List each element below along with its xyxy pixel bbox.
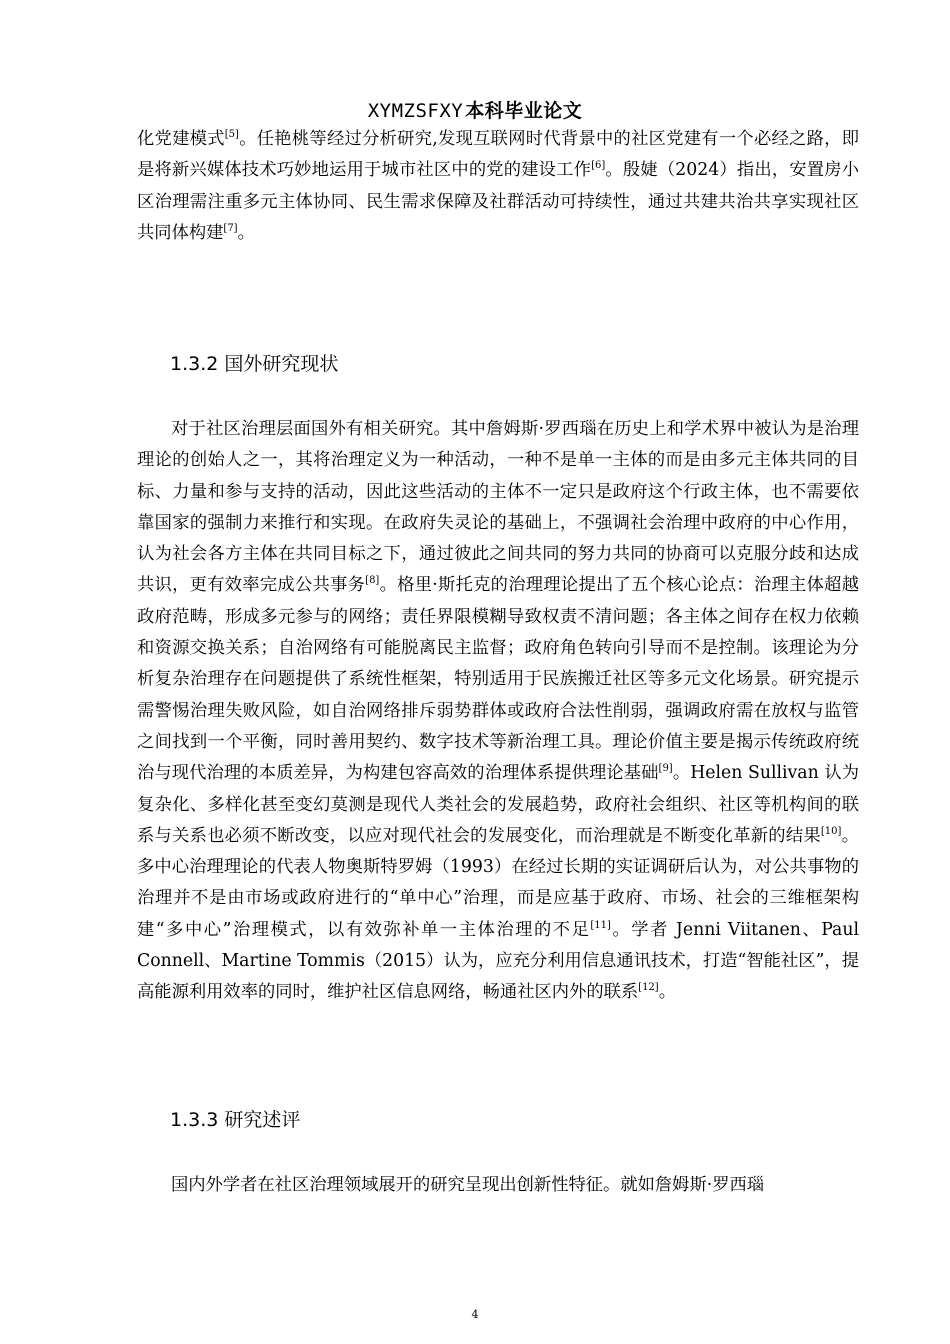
text-run: 化党建模式 (137, 129, 225, 149)
citation-ref: [6] (591, 160, 606, 172)
paragraph-research-review: 国内外学者在社区治理领域展开的研究呈现出创新性特征。就如詹姆斯·罗西瑙 (171, 1175, 765, 1195)
citation-ref: [7] (223, 223, 238, 235)
citation-ref: [10] (820, 826, 842, 838)
citation-ref: [5] (224, 129, 239, 141)
page-header (0, 96, 950, 123)
section-heading-1-3-3: 1.3.3 研究述评 (170, 1109, 301, 1131)
text-run: 。学者 Jenni Viitanen、Paul Connell、Martine Tommis（2015）认为，应充分利用信息通讯技术，打造“智能社区”，提高能源利用效率的同时，维护社区信息网络，畅通社区内外的联系 (137, 919, 860, 1003)
header-title: 本科毕业论文 (465, 100, 583, 122)
paragraph-foreign-research (137, 414, 859, 1009)
text-run: 。任艳桃等经过分析研究,发现互联网时代背景中的社区党建有一个必经之路，即是将新兴媒体技术巧妙地运用于城市社区中的党的建设工作 (137, 129, 859, 181)
citation-ref: [8] (365, 575, 380, 587)
text-run: 。 (237, 222, 255, 243)
text-run: 。多中心治理理论的代表人物奥斯特罗姆（1993）在经过长期的实证调研后认为，对公共事物的治理并不是由市场或政府进行的“单中心”治理，而是应基于政府、市场、社会的三维框架构建“多中心”治理模式，以有效弥补单一主体治理的不足 (137, 825, 859, 940)
page-number: 4 (471, 1308, 479, 1321)
text-run: 。格里·斯托克的治理理论提出了五个核心论点：治理主体超越政府范畴，形成多元参与的网络；责任界限模糊导致权责不清问题；各主体之间存在权力依赖和资源交换关系；自治网络有可能脱离民主监督；政府角色转向引导而不是控制。该理论为分析复杂治理存在问题提供了系统性框架，特别适用于民族搬迁社区等多元文化场景。研究提示需警惕治理失败风险，如自治网络排斥弱势群体或政府合法性削弱，强调政府需在放权与监管之间找到一个平衡，同时善用契约、数字技术等新治理工具。理论价值主要是揭示传统政府统治与现代治理的本质差异，为构建包容高效的治理体系提供理论基础 (137, 575, 859, 784)
text-run: 。Helen Sullivan 认为复杂化、多样化甚至变幻莫测是现代人类社会的发展趋势，政府社会组织、社区等机构间的联系与关系也必须不断改变，以应对现代社会的发展变化，而治理就是不断变化革新的结果 (137, 763, 859, 846)
text-run: 。殷婕（2024）指出，安置房小区治理需注重多元主体协同、民生需求保障及社群活动可持续性，通过共建共治共享实现社区共同体构建 (137, 160, 859, 243)
text-run: 。 (658, 982, 676, 1003)
header-code: XYMZSFXY (367, 100, 464, 122)
citation-ref: [12] (638, 982, 659, 994)
paragraph-domestic-continued (137, 124, 859, 249)
section-heading-1-3-2: 1.3.2 国外研究现状 (170, 353, 339, 375)
citation-ref: [11] (590, 919, 611, 931)
text-run: 对于社区治理层面国外有相关研究。其中詹姆斯·罗西瑙在历史上和学术界中被认为是治理理论的创始人之一，其将治理定义为一种活动，一种不是单一主体的而是由多元主体共同的目标、力量和参与支持的活动，因此这些活动的主体不一定只是政府这个行政主体，也不需要依靠国家的强制力来推行和实现。在政府失灵论的基础上，不强调社会治理中政府的中心作用，认为社会各方主体在共同目标之下，通过彼此之间共同的努力共同的协商可以克服分歧和达成共识，更有效率完成公共事务 (137, 419, 859, 596)
citation-ref: [9] (658, 763, 673, 775)
